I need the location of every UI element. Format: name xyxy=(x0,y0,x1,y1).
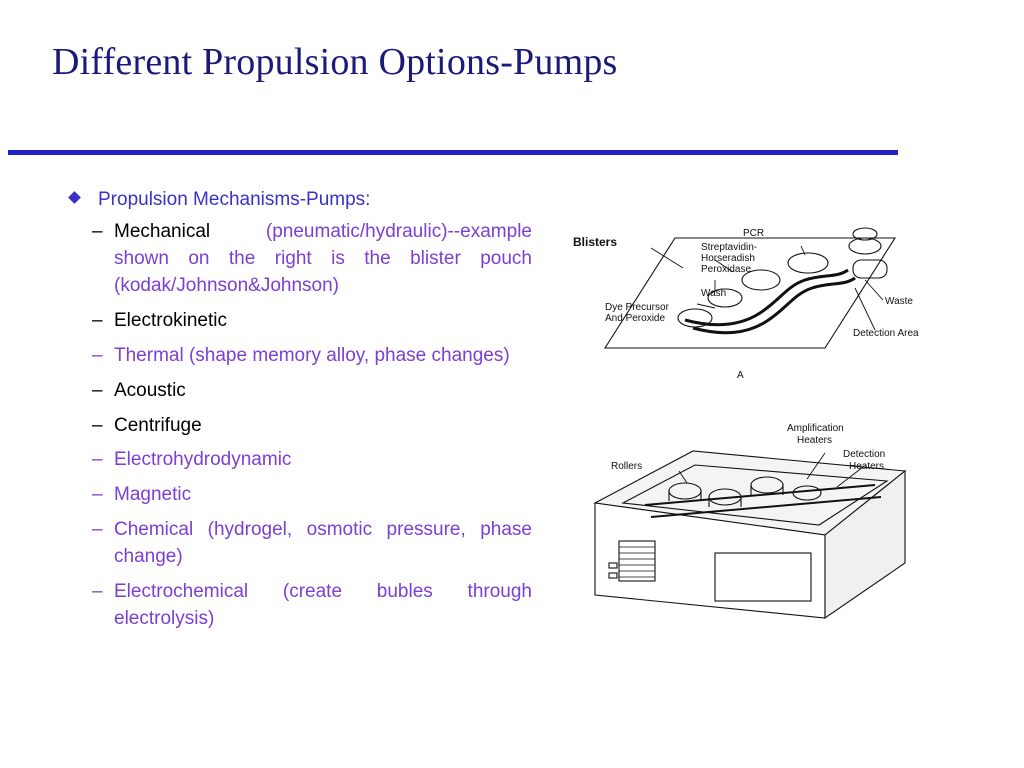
label-peroxidase: Peroxidase xyxy=(701,264,752,275)
list-item xyxy=(62,517,532,571)
list-item xyxy=(62,343,532,370)
list-item xyxy=(62,219,532,300)
list-item-label: Centrifuge xyxy=(114,414,202,436)
figure-illustration xyxy=(565,208,945,638)
list-item-label: Chemical (hydrogel, osmotic pressure, phase change) xyxy=(114,519,532,568)
dash-marker: – xyxy=(92,414,103,436)
dash-marker: – xyxy=(92,581,103,603)
list-item-label-lead: Mechanical xyxy=(114,220,211,242)
instrument-diagram xyxy=(575,413,930,638)
dash-marker: – xyxy=(92,519,103,541)
list-item xyxy=(62,447,532,474)
list-item xyxy=(62,482,532,509)
label-amplification: Amplification xyxy=(787,423,844,434)
content-body xyxy=(62,188,532,641)
label-heaters-amplification: Heaters xyxy=(797,435,833,446)
list-item-label: Magnetic xyxy=(114,484,192,506)
list-item-label: Thermal (shape memory alloy, phase changes) xyxy=(114,344,510,366)
label-panel-a: A xyxy=(737,370,744,381)
label-pcr: PCR xyxy=(743,228,765,239)
list-item xyxy=(62,308,532,335)
label-detection-area: Detection Area xyxy=(853,328,919,339)
list-item-label-rest: (pneumatic/hydraulic)--example shown on the right is the blister pouch (kodak/Johnson&Johnson) xyxy=(114,220,532,296)
page-title: Different Propulsion Options-Pumps xyxy=(52,41,618,83)
list-item-label: Acoustic xyxy=(114,379,186,401)
dash-marker: – xyxy=(92,309,103,331)
label-blisters: Blisters xyxy=(573,235,618,249)
label-and-peroxide: And Peroxide xyxy=(605,313,666,324)
label-horseradish: Horseradish xyxy=(701,253,755,264)
list-item-label: Electrochemical (create bubles through electrolysis) xyxy=(114,581,532,630)
list-item-label: Electrohydrodynamic xyxy=(114,449,292,471)
dash-marker: – xyxy=(92,449,103,471)
dash-marker: – xyxy=(92,220,103,242)
list-item xyxy=(62,579,532,633)
dash-marker: – xyxy=(92,484,103,506)
list-item xyxy=(62,413,532,440)
label-waste: Waste xyxy=(885,296,913,307)
diamond-bullet-icon xyxy=(68,191,81,204)
label-rollers: Rollers xyxy=(611,461,643,472)
bullet-heading-label: Propulsion Mechanisms-Pumps: xyxy=(98,189,371,210)
dash-marker: – xyxy=(92,344,103,366)
title-divider xyxy=(8,150,898,155)
blister-pouch-diagram xyxy=(565,208,930,408)
sub-bullet-list xyxy=(62,219,532,634)
label-dye-precursor: Dye Precursor xyxy=(605,302,669,313)
list-item-label: Electrokinetic xyxy=(114,309,227,331)
bullet-heading xyxy=(62,188,532,213)
label-detection: Detection xyxy=(843,449,886,460)
dash-marker: – xyxy=(92,379,103,401)
label-heaters-detection: Heaters xyxy=(849,461,885,472)
list-item xyxy=(62,378,532,405)
label-wash: Wash xyxy=(701,288,727,299)
label-streptavidin: Streptavidin- xyxy=(701,242,758,253)
